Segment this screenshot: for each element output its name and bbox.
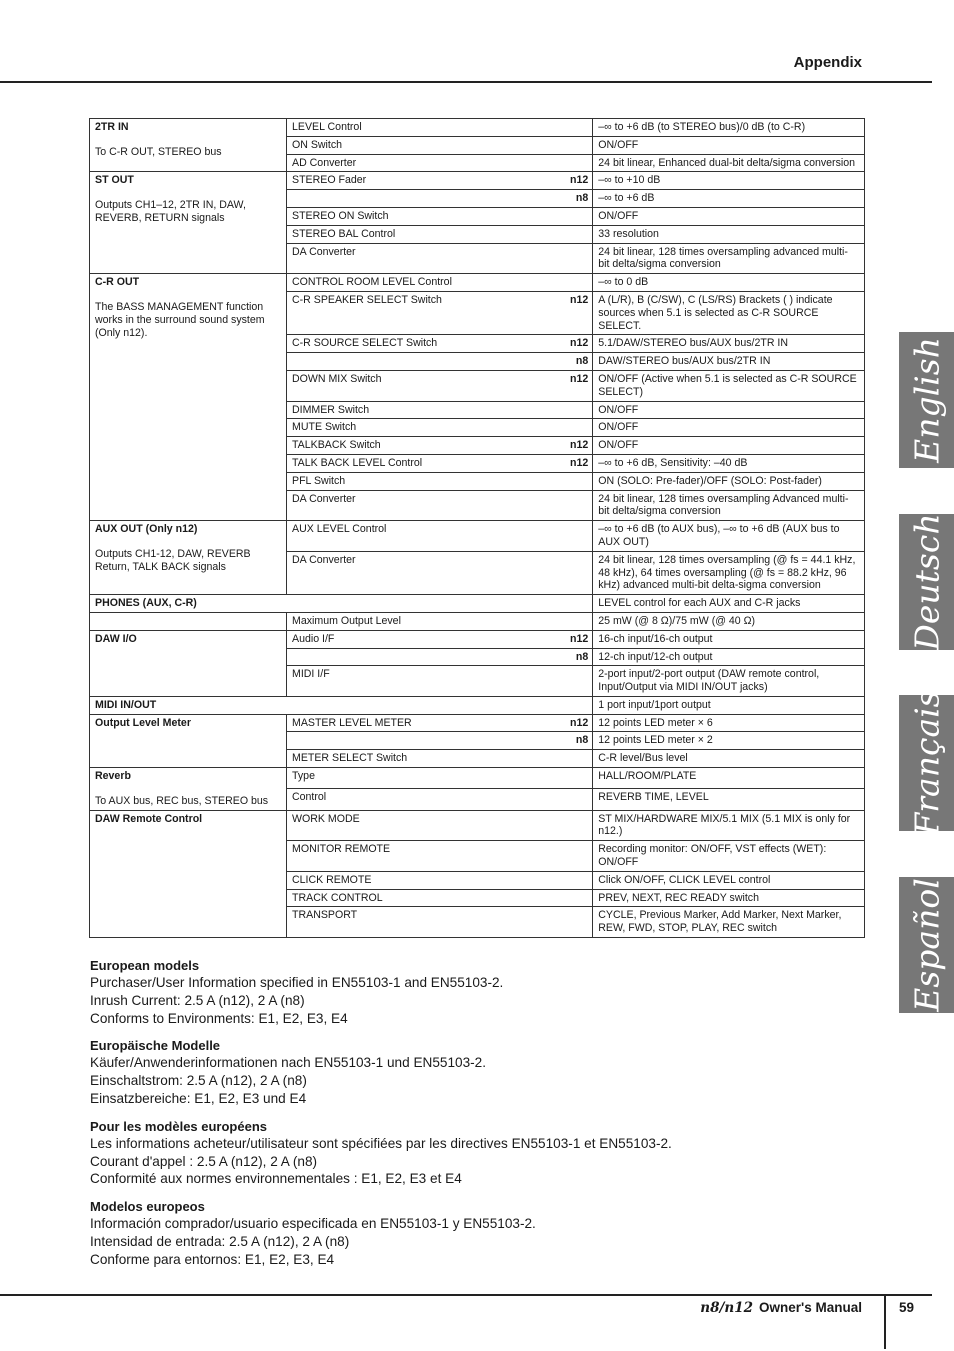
spec-model (558, 750, 593, 768)
spec-value: DAW/STEREO bus/AUX bus/2TR IN (593, 353, 865, 371)
spec-model (558, 154, 593, 172)
note-line: Les informations acheteur/utilisateur sont spécifiées par les directives EN55103-1 et EN55103-2. (90, 1135, 672, 1151)
product-logo: n8/n12 (700, 1300, 754, 1316)
spec-model (558, 521, 593, 552)
spec-item: CLICK REMOTE (287, 871, 559, 889)
note-title: Europäische Modelle (90, 1038, 221, 1054)
spec-group-name: AUX OUT (Only n12) (95, 523, 198, 536)
note-line: Intensidad de entrada: 2.5 A (n12), 2 A (n8) (90, 1233, 350, 1249)
table-row (90, 274, 865, 292)
spec-group-cell (90, 172, 287, 274)
spec-model: n8 (558, 648, 593, 666)
spec-group-name: DAW Remote Control (95, 812, 203, 825)
spec-item: WORK MODE (287, 810, 559, 841)
note-block (90, 1198, 870, 1268)
spec-group-cell (90, 630, 287, 696)
spec-group-description: The BASS MANAGEMENT function works in the surround sound system (Only n12). (95, 300, 265, 339)
note-title: European models (90, 958, 200, 973)
spec-model (558, 207, 593, 225)
spec-model (558, 889, 593, 907)
spec-model (558, 419, 593, 437)
spec-value: PREV, NEXT, REC READY switch (593, 889, 865, 907)
spec-group-cell (90, 696, 593, 714)
regional-notes (90, 957, 870, 1279)
spec-value: HALL/ROOM/PLATE (593, 768, 865, 789)
note-line: Einsatzbereiche: E1, E2, E3 und E4 (90, 1090, 307, 1106)
spec-model (558, 490, 593, 521)
spec-group-description: To C-R OUT, STEREO bus (95, 145, 222, 158)
spec-value: –∞ to +10 dB (593, 172, 865, 190)
spec-group-description: Outputs CH1-12, DAW, REVERB Return, TALK BACK signals (95, 547, 251, 573)
spec-item: METER SELECT Switch (287, 750, 559, 768)
spec-value: CYCLE, Previous Marker, Add Marker, Next Marker, REW, FWD, STOP, PLAY, REC switch (593, 907, 865, 938)
note-line: Conformité aux normes environnementales : E1, E2, E3 et E4 (90, 1171, 462, 1187)
spec-model: n12 (558, 437, 593, 455)
spec-group-cell (90, 768, 287, 811)
spec-item: STEREO Fader (287, 172, 559, 190)
footer-vertical-divider (884, 1294, 886, 1349)
spec-value: REVERB TIME, LEVEL (593, 789, 865, 810)
spec-value: Click ON/OFF, CLICK LEVEL control (593, 871, 865, 889)
note-line: Einschaltstrom: 2.5 A (n12), 2 A (n8) (90, 1073, 307, 1089)
spec-value: 2-port input/2-port output (DAW remote control, Input/Output via MIDI IN/OUT jacks) (593, 666, 865, 697)
spec-value: C-R level/Bus level (593, 750, 865, 768)
spec-value: ON/OFF (593, 207, 865, 225)
spec-value: 24 bit linear, 128 times oversampling advanced multi-bit delta/sigma conversion (593, 243, 865, 274)
spec-group-cell (90, 595, 593, 613)
spec-model: n12 (558, 454, 593, 472)
spec-value: 24 bit linear, 128 times oversampling (@ fs = 44.1 kHz, 48 kHz), 64 times oversampling (@ fs = 88.2 kHz, 96 kHz) advanced multi-bit delta-sigma conversion (593, 551, 865, 594)
spec-group-cell (90, 810, 287, 937)
footer-manual-title (700, 1300, 862, 1316)
spec-item: Control (287, 789, 559, 810)
footer-divider (0, 1294, 932, 1296)
spec-item: DOWN MIX Switch (287, 370, 559, 401)
spec-item (287, 190, 559, 208)
spec-value: ON/OFF (593, 401, 865, 419)
spec-group-cell (90, 274, 287, 521)
table-row (90, 595, 865, 613)
spec-group-name: C-R OUT (95, 276, 140, 289)
spec-value: 25 mW (@ 8 Ω)/75 mW (@ 40 Ω) (593, 612, 865, 630)
spec-item: MIDI I/F (287, 666, 559, 697)
spec-group-description: To AUX bus, REC bus, STEREO bus (95, 794, 269, 807)
spec-group-cell (90, 521, 287, 595)
spec-item: Type (287, 768, 559, 789)
spec-model (558, 119, 593, 137)
spec-model (558, 401, 593, 419)
spec-value: ST MIX/HARDWARE MIX/5.1 MIX (5.1 MIX is only for n12.) (593, 810, 865, 841)
spec-item: C-R SOURCE SELECT Switch (287, 335, 559, 353)
spec-group-name: PHONES (AUX, C-R) (95, 597, 197, 610)
spec-item: AD Converter (287, 154, 559, 172)
spec-group-name: Reverb (95, 770, 131, 783)
spec-model (558, 810, 593, 841)
spec-item: PFL Switch (287, 472, 559, 490)
spec-item: Audio I/F (287, 630, 559, 648)
note-line: Purchaser/User Information specified in EN55103-1 and EN55103-2. (90, 975, 504, 990)
spec-model (558, 243, 593, 274)
spec-model (558, 472, 593, 490)
table-row (90, 714, 865, 732)
spec-value: –∞ to +6 dB (to STEREO bus)/0 dB (to C-R) (593, 119, 865, 137)
note-line: Inrush Current: 2.5 A (n12), 2 A (n8) (90, 992, 305, 1008)
spec-value: –∞ to +6 dB, Sensitivity: –40 dB (593, 454, 865, 472)
spec-group-name: MIDI IN/OUT (95, 698, 157, 711)
manual-label: Owner's Manual (759, 1300, 862, 1315)
spec-item: DA Converter (287, 490, 559, 521)
table-row (90, 521, 865, 552)
note-block (90, 957, 870, 1027)
spec-model: n12 (558, 370, 593, 401)
table-row (90, 612, 865, 630)
spec-value: ON/OFF (593, 437, 865, 455)
spec-model (558, 907, 593, 938)
spec-model: n8 (558, 732, 593, 750)
spec-value: A (L/R), B (C/SW), C (LS/RS) Brackets ( ) indicate sources when 5.1 is selected as C-R SOURCE SELECT. (593, 291, 865, 334)
table-row (90, 119, 865, 137)
table-row (90, 696, 865, 714)
spec-item: MUTE Switch (287, 419, 559, 437)
spec-value: 5.1/DAW/STEREO bus/AUX bus/2TR IN (593, 335, 865, 353)
spec-value: –∞ to 0 dB (593, 274, 865, 292)
spec-value: 12-ch input/12-ch output (593, 648, 865, 666)
spec-value: 24 bit linear, Enhanced dual-bit delta/sigma conversion (593, 154, 865, 172)
note-line: Información comprador/usuario especificada en EN55103-1 y EN55103-2. (90, 1216, 536, 1232)
spec-model (558, 612, 593, 630)
spec-item: TALKBACK Switch (287, 437, 559, 455)
spec-model (558, 768, 593, 789)
spec-value: ON/OFF (Active when 5.1 is selected as C-R SOURCE SELECT) (593, 370, 865, 401)
spec-item: ON Switch (287, 136, 559, 154)
table-row (90, 172, 865, 190)
specifications-table (89, 118, 865, 938)
spec-value: –∞ to +6 dB (593, 190, 865, 208)
spec-item: TRACK CONTROL (287, 889, 559, 907)
note-line: Conforme para entornos: E1, E2, E3, E4 (90, 1251, 335, 1267)
spec-item: MONITOR REMOTE (287, 841, 559, 872)
spec-model (558, 274, 593, 292)
spec-value: 24 bit linear, 128 times oversampling Advanced multi-bit delta/sigma conversion (593, 490, 865, 521)
page-number: 59 (899, 1300, 915, 1315)
spec-group-cell-blank (90, 612, 287, 630)
spec-item: LEVEL Control (287, 119, 559, 137)
spec-group-name: Output Level Meter (95, 716, 191, 729)
spec-model: n8 (558, 190, 593, 208)
spec-group-description: Outputs CH1–12, 2TR IN, DAW, REVERB, RETURN signals (95, 199, 246, 224)
language-tab-francais[interactable]: Français (899, 695, 954, 831)
language-tab-deutsch[interactable]: Deutsch (899, 514, 954, 650)
spec-item: CONTROL ROOM LEVEL Control (287, 274, 559, 292)
spec-item: DA Converter (287, 243, 559, 274)
spec-item: DA Converter (287, 551, 559, 594)
spec-value: ON/OFF (593, 419, 865, 437)
spec-value: Recording monitor: ON/OFF, VST effects (WET): ON/OFF (593, 841, 865, 872)
note-line: Courant d'appel : 2.5 A (n12), 2 A (n8) (90, 1153, 318, 1169)
spec-item (287, 732, 559, 750)
spec-model: n12 (558, 335, 593, 353)
note-line: Conforms to Environments: E1, E2, E3, E4 (90, 1010, 348, 1026)
spec-item: Maximum Output Level (287, 612, 559, 630)
spec-value: 1 port input/1port output (593, 696, 865, 714)
spec-model: n12 (558, 172, 593, 190)
note-title: Pour les modèles européens (90, 1118, 268, 1134)
spec-value: 33 resolution (593, 225, 865, 243)
language-tab-espanol[interactable]: Español (899, 877, 954, 1013)
section-title: Appendix (793, 54, 862, 71)
spec-model: n12 (558, 291, 593, 334)
spec-item: DIMMER Switch (287, 401, 559, 419)
spec-item: AUX LEVEL Control (287, 521, 559, 552)
spec-model: n12 (558, 630, 593, 648)
spec-model: n8 (558, 353, 593, 371)
spec-model (558, 136, 593, 154)
header-divider (0, 81, 932, 83)
spec-item: STEREO BAL Control (287, 225, 559, 243)
spec-model: n12 (558, 714, 593, 732)
table-row (90, 810, 865, 841)
spec-value: –∞ to +6 dB (to AUX bus), –∞ to +6 dB (AUX bus to AUX OUT) (593, 521, 865, 552)
table-row (90, 630, 865, 648)
spec-group-cell (90, 119, 287, 172)
spec-item: STEREO ON Switch (287, 207, 559, 225)
spec-group-name: DAW I/O (95, 632, 137, 645)
spec-item: MASTER LEVEL METER (287, 714, 559, 732)
spec-value: LEVEL control for each AUX and C-R jacks (593, 595, 865, 613)
spec-item: TRANSPORT (287, 907, 559, 938)
spec-model (558, 551, 593, 594)
spec-group-cell (90, 714, 287, 767)
spec-group-name: ST OUT (95, 174, 134, 187)
spec-value: 12 points LED meter × 6 (593, 714, 865, 732)
note-block (90, 1118, 870, 1188)
spec-item (287, 353, 559, 371)
note-block (90, 1037, 870, 1107)
spec-value: 16-ch input/16-ch output (593, 630, 865, 648)
language-tab-english[interactable]: English (899, 332, 954, 468)
spec-value: ON/OFF (593, 136, 865, 154)
spec-item: C-R SPEAKER SELECT Switch (287, 291, 559, 334)
spec-item (287, 648, 559, 666)
spec-group-name: 2TR IN (95, 121, 129, 133)
spec-item: TALK BACK LEVEL Control (287, 454, 559, 472)
spec-model (558, 225, 593, 243)
spec-model (558, 871, 593, 889)
spec-value: ON (SOLO: Pre-fader)/OFF (SOLO: Post-fader) (593, 472, 865, 490)
spec-model (558, 789, 593, 810)
table-row (90, 768, 865, 789)
spec-model (558, 841, 593, 872)
note-title: Modelos europeos (90, 1199, 205, 1215)
spec-value: 12 points LED meter × 2 (593, 732, 865, 750)
spec-model (558, 666, 593, 697)
note-line: Käufer/Anwenderinformationen nach EN55103-1 und EN55103-2. (90, 1055, 486, 1071)
